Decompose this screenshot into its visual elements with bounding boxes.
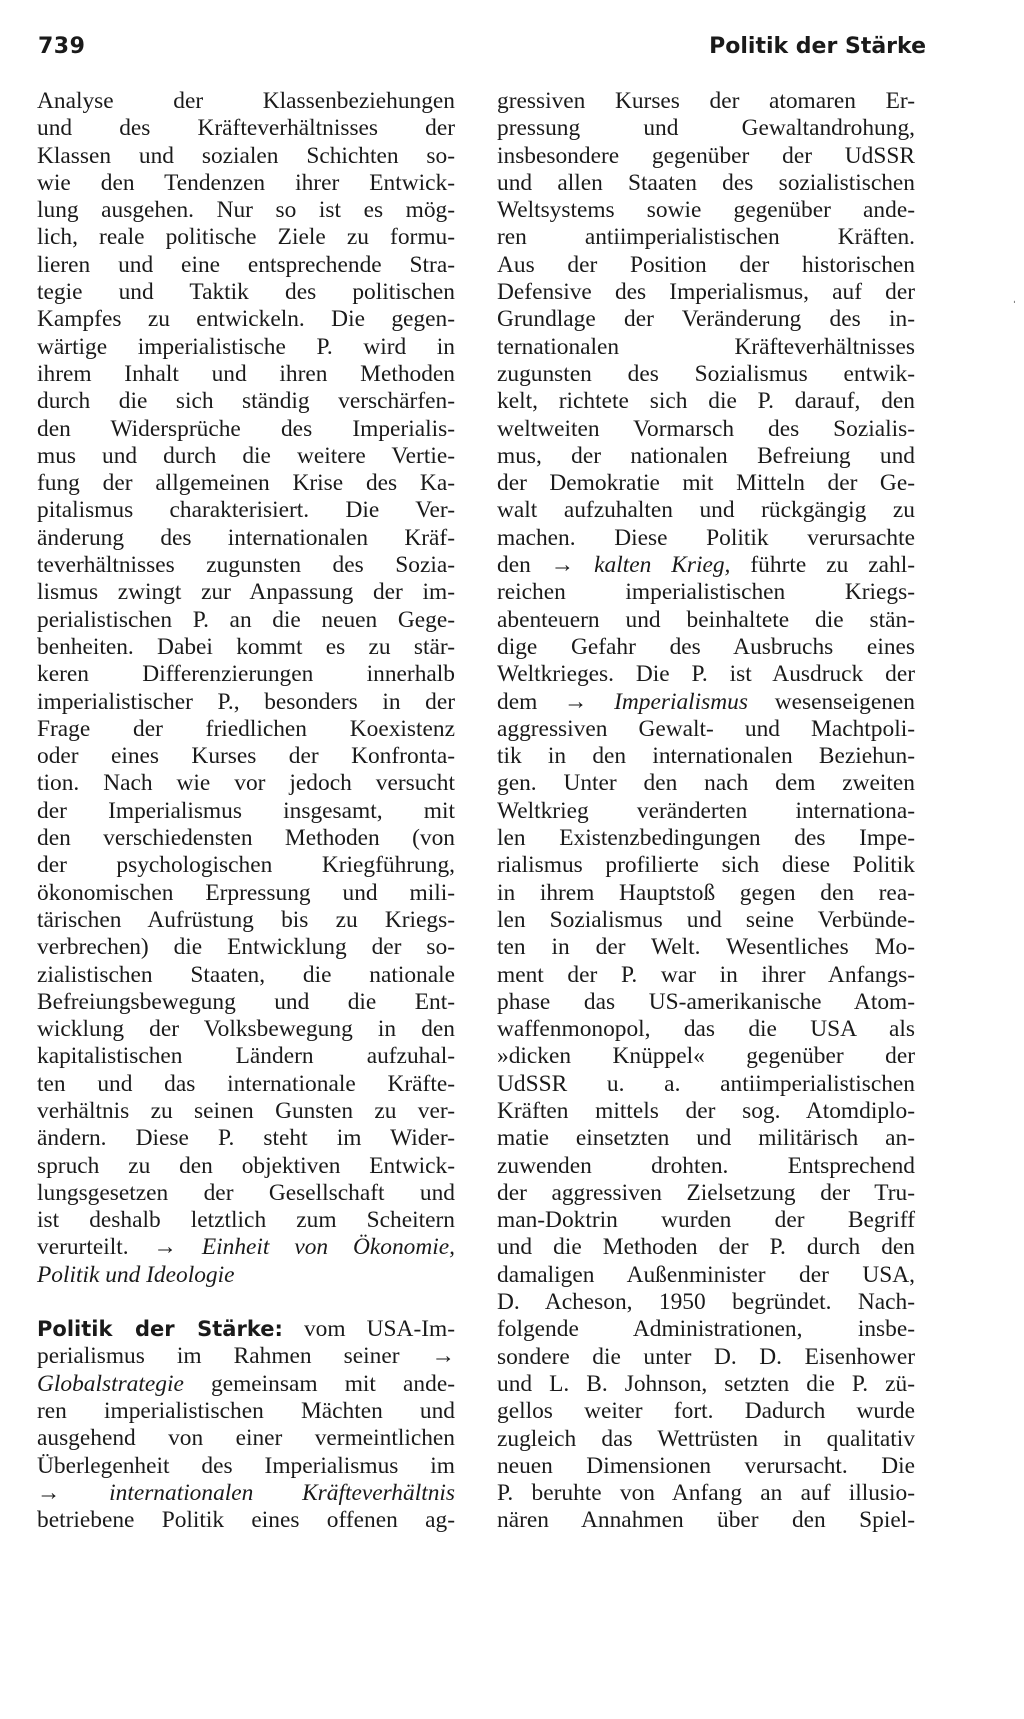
cross-reference-link[interactable]: kalten Krieg, — [574, 552, 731, 579]
text-line: lungsgesetzen der Gesellschaft und — [37, 1179, 455, 1206]
text-line: weltweiten Vormarsch des Sozialis- — [497, 415, 915, 442]
text-line: den → kalten Krieg, führte zu zahl- — [497, 552, 916, 579]
text-line: fung der allgemeinen Krise des Ka- — [37, 470, 455, 497]
text-line: Weltkrieges. Die P. ist Ausdruck der — [497, 661, 915, 688]
text-line: lieren und eine entsprechende Stra- — [37, 251, 455, 278]
scan-speck: ˌ — [1012, 289, 1017, 304]
text-line: zugleich das Wettrüsten in qualitativ — [497, 1425, 915, 1452]
text-line — [37, 1480, 455, 1507]
text-line: zugunsten des Sozialismus entwik- — [497, 360, 915, 387]
text-line: reichen imperialistischen Kriegs- — [497, 579, 915, 606]
running-title: Politik der Stärke — [709, 34, 926, 59]
right-column — [497, 88, 915, 1535]
text-line: folgende Administrationen, insbe- — [497, 1316, 915, 1343]
text-line: ren antiimperialistischen Kräften. — [497, 224, 915, 251]
text-line: oder eines Kurses der Konfronta- — [37, 743, 455, 770]
text-line: zialistischen Staaten, die nationale — [37, 961, 455, 988]
text-line: wicklung der Volksbewegung in den — [37, 1016, 455, 1043]
text-line: spruch zu den objektiven Entwick- — [37, 1152, 455, 1179]
text-line: und L. B. Johnson, setzten die P. zü- — [497, 1370, 915, 1397]
text-line: ändern. Diese P. steht im Wider- — [37, 1125, 455, 1152]
text-line: neuen Dimensionen verursacht. Die — [497, 1452, 915, 1479]
text-line: und die Methoden der P. durch den — [497, 1234, 915, 1261]
text-line: Klassen und sozialen Schichten so- — [37, 142, 455, 169]
entry-heading-line: Politik der Stärke: vom USA-Im- — [37, 1316, 456, 1343]
text-line: änderung des internationalen Kräf- — [37, 524, 455, 551]
text-line: mus, der nationalen Befreiung und — [497, 442, 915, 469]
text-line: kelt, richtete sich die P. darauf, den — [497, 388, 915, 415]
text-line: Weltsystems sowie gegenüber ande- — [497, 197, 915, 224]
text-line: machen. Diese Politik verursachte — [497, 524, 915, 551]
text-line: pitalismus charakterisiert. Die Ver- — [37, 497, 455, 524]
text-line — [37, 1262, 455, 1289]
text-line: ihrem Inhalt und ihren Methoden — [37, 360, 455, 387]
text-line: ökonomischen Erpressung und mili- — [37, 879, 455, 906]
text-line: Kräften mittels der sog. Atomdiplo- — [497, 1097, 915, 1124]
cross-reference-link[interactable]: Imperialismus — [587, 688, 748, 715]
text-line: len Sozialismus und seine Verbünde- — [497, 906, 915, 933]
page-number: 739 — [38, 34, 86, 59]
text-line: den Widersprüche des Imperialis- — [37, 415, 455, 442]
text-line: Weltkrieg veränderten internationa- — [497, 797, 915, 824]
text-line: ternationalen Kräfteverhältnisses — [497, 333, 915, 360]
text-line: gellos weiter fort. Dadurch wurde — [497, 1398, 915, 1425]
text-line: dige Gefahr des Ausbruchs eines — [497, 633, 915, 660]
text-line: Aus der Position der historischen — [497, 251, 915, 278]
text-line: man-Doktrin wurden der Begriff — [497, 1207, 915, 1234]
left-column-body — [37, 88, 455, 1234]
text-line: tegie und Taktik des politischen — [37, 279, 455, 306]
text-line: der Imperialismus insgesamt, mit — [37, 797, 455, 824]
text-line: perialistischen P. an die neuen Gege- — [37, 606, 455, 633]
text-line: ten und das internationale Kräfte- — [37, 1070, 455, 1097]
text-line: keren Differenzierungen innerhalb — [37, 661, 455, 688]
text-line: verbrechen) die Entwicklung der so- — [37, 934, 455, 961]
text-line: Befreiungsbewegung und die Ent- — [37, 988, 455, 1015]
text-line: »dicken Knüppel« gegenüber der — [497, 1043, 915, 1070]
text-line: UdSSR u. a. antiimperialistischen — [497, 1070, 915, 1097]
text-line: phase das US-amerikanische Atom- — [497, 988, 915, 1015]
text-line: lung ausgehen. Nur so ist es mög- — [37, 197, 455, 224]
text-line: teverhältnisses zugunsten des Sozia- — [37, 552, 455, 579]
text-line: pressung und Gewaltandrohung, — [497, 115, 915, 142]
text-line: und des Kräfteverhältnisses der — [37, 115, 455, 142]
text-line: den verschiedensten Methoden (von — [37, 825, 455, 852]
text-line: wärtige imperialistische P. wird in — [37, 333, 455, 360]
text-line: zuwenden drohten. Entsprechend — [497, 1152, 915, 1179]
text-line: abenteuern und beinhaltete die stän- — [497, 606, 915, 633]
text-line: lich, reale politische Ziele zu formu- — [37, 224, 455, 251]
text-line: wie den Tendenzen ihrer Entwick- — [37, 169, 455, 196]
cross-reference-arrow-icon: → — [153, 1234, 177, 1261]
text-line: Überlegenheit des Imperialismus im — [37, 1452, 455, 1479]
text-line: tion. Nach wie vor jedoch versucht — [37, 770, 455, 797]
text-line: sondere die unter D. D. Eisenhower — [497, 1343, 915, 1370]
text-line: kapitalistischen Ländern aufzuhal- — [37, 1043, 455, 1070]
text-line: nären Annahmen über den Spiel- — [497, 1507, 915, 1534]
text-line: durch die sich ständig verschärfen- — [37, 388, 455, 415]
text-line: tik in den internationalen Beziehun- — [497, 743, 915, 770]
text-line: gen. Unter den nach dem zweiten — [497, 770, 915, 797]
text-line: ten in der Welt. Wesentliches Mo- — [497, 934, 915, 961]
text-line: Defensive des Imperialismus, auf der — [497, 279, 915, 306]
cross-reference-arrow-icon: → — [550, 552, 575, 579]
text-line: aggressiven Gewalt- und Machtpoli- — [497, 715, 915, 742]
text-line: der Demokratie mit Mitteln der Ge- — [497, 470, 915, 497]
text-line: rialismus profilierte sich diese Politik — [497, 852, 915, 879]
text-line: und allen Staaten des sozialistischen — [497, 169, 915, 196]
cross-reference-link[interactable]: internationalen Kräfteverhältnis — [60, 1479, 455, 1506]
text-line: ren imperialistischen Mächten und — [37, 1397, 455, 1424]
text-line: in ihrem Hauptstoß gegen den rea- — [497, 879, 915, 906]
left-column — [37, 88, 455, 1534]
text-line: dem → Imperialismus wesenseigenen — [497, 688, 915, 715]
text-line: verhältnis zu seinen Gunsten zu ver- — [37, 1097, 455, 1124]
text-line: der aggressiven Zielsetzung der Tru- — [497, 1179, 915, 1206]
entry-keyword: Politik der Stärke: — [37, 1317, 283, 1342]
cross-reference-link[interactable]: Globalstrategie — [37, 1370, 184, 1397]
text-line: ment der P. war in ihrer Anfangs- — [497, 961, 915, 988]
text-line: Frage der friedlichen Koexistenz — [37, 715, 455, 742]
text-line: matie einsetzten und militärisch an- — [497, 1125, 915, 1152]
text-line: D. Acheson, 1950 begründet. Nach- — [497, 1289, 915, 1316]
text-line: mus und durch die weitere Vertie- — [37, 442, 455, 469]
text-line: damaligen Außenminister der USA, — [497, 1261, 915, 1288]
text-line: len Existenzbedingungen des Impe- — [497, 825, 915, 852]
cross-reference-arrow-icon: → — [37, 1479, 61, 1506]
text-line: ist deshalb letztlich zum Scheitern — [37, 1207, 455, 1234]
text-line: Kampfes zu entwickeln. Die gegen- — [37, 306, 455, 333]
text-line: walt aufzuhalten und rückgängig zu — [497, 497, 915, 524]
text-line: Globalstrategie gemeinsam mit ande- — [37, 1370, 455, 1397]
text-line: lismus zwingt zur Anpassung der im- — [37, 579, 455, 606]
cross-reference-arrow-icon: → — [564, 688, 588, 715]
text-line: gressiven Kurses der atomaren Er- — [497, 88, 915, 114]
cross-reference-link[interactable]: Politik und Ideologie — [37, 1261, 235, 1288]
text-line: betriebene Politik eines offenen ag- — [37, 1507, 455, 1534]
text-line: perialismus im Rahmen seiner → — [37, 1343, 455, 1370]
text-line: waffenmonopol, das die USA als — [497, 1016, 915, 1043]
text-line: Analyse der Klassenbeziehungen — [37, 88, 455, 114]
text-line: P. beruhte von Anfang an auf illusio- — [497, 1480, 915, 1507]
text-line: der psychologischen Kriegführung, — [37, 852, 455, 879]
text-line: tärischen Aufrüstung bis zu Kriegs- — [37, 906, 455, 933]
text-line: insbesondere gegenüber der UdSSR — [497, 142, 915, 169]
text-line: imperialistischer P., besonders in der — [37, 688, 455, 715]
text-line: Grundlage der Veränderung des in- — [497, 306, 915, 333]
text-line: verurteilt. → Einheit von Ökonomie, — [37, 1234, 455, 1261]
text-line: benheiten. Dabei kommt es zu stär- — [37, 633, 455, 660]
text-line: ausgehend von einer vermeintlichen — [37, 1425, 455, 1452]
cross-reference-link[interactable]: Einheit von Ökonomie, — [176, 1234, 455, 1261]
